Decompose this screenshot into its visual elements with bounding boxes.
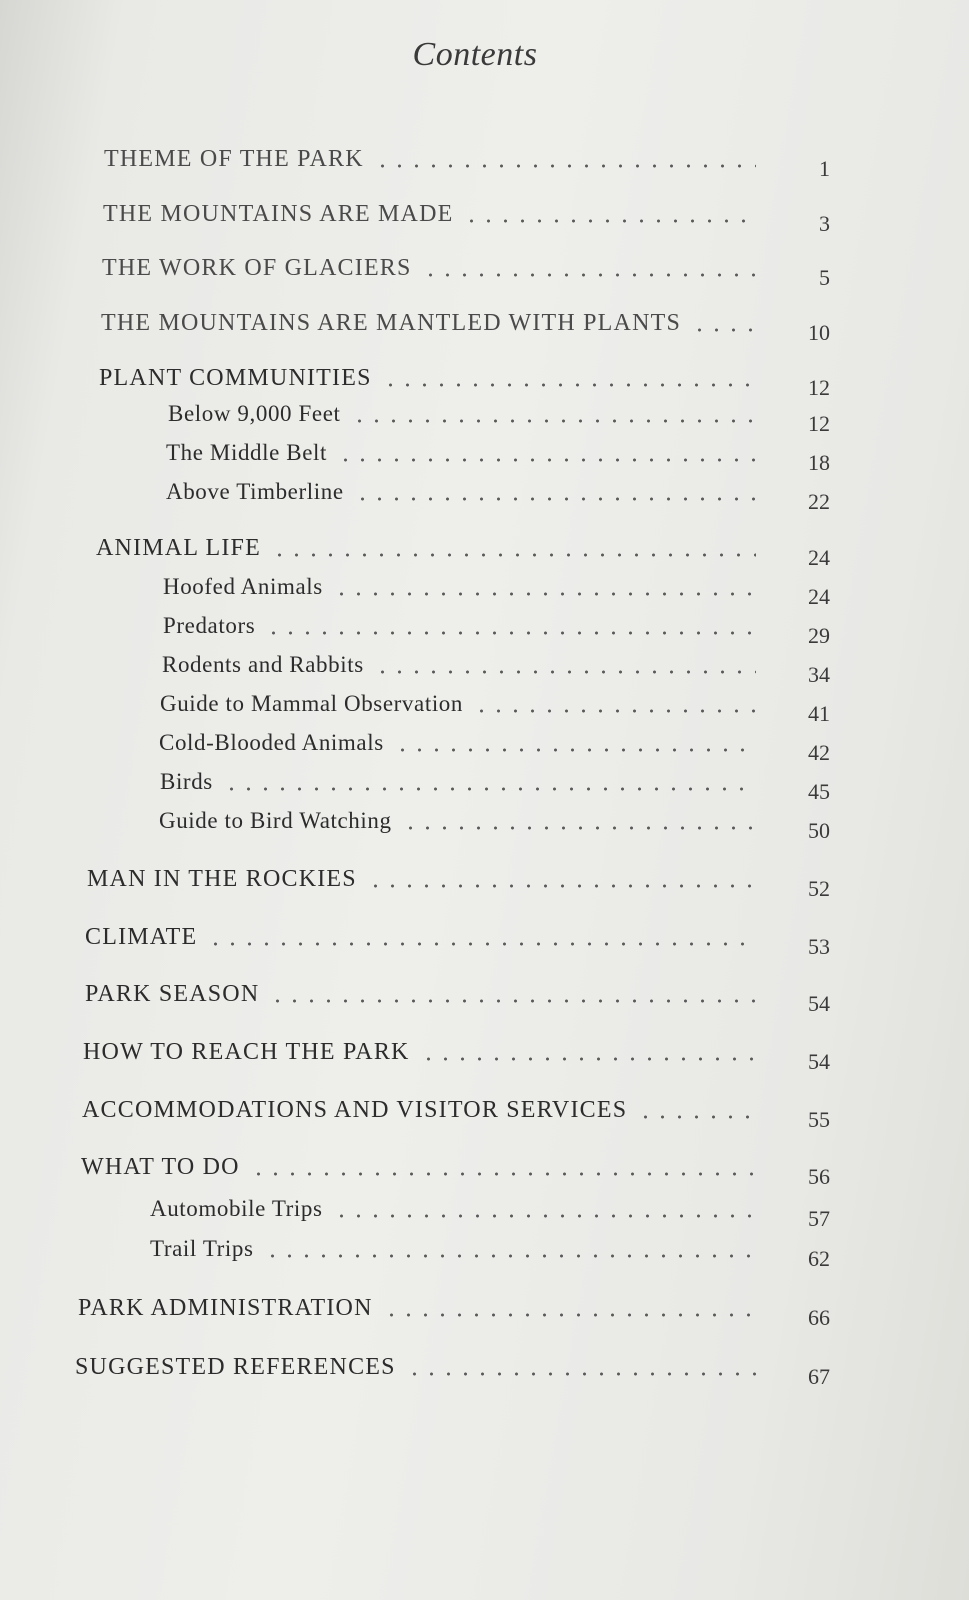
toc-entry xyxy=(0,1350,969,1389)
subsection-title: Below 9,000 Feet xyxy=(168,401,341,426)
toc-entry xyxy=(0,1192,969,1231)
page-number: 55 xyxy=(808,1107,830,1132)
toc-entry xyxy=(0,1035,969,1074)
subsection-title: Trail Trips xyxy=(150,1236,254,1261)
toc-entry xyxy=(0,306,969,345)
toc-entry xyxy=(0,1291,969,1330)
toc-entry xyxy=(0,531,969,570)
dot-leader xyxy=(367,883,756,889)
subsection-title: Guide to Bird Watching xyxy=(159,808,392,833)
page-number: 1 xyxy=(819,156,830,181)
dot-leader xyxy=(351,418,757,424)
dot-leader xyxy=(406,1371,756,1377)
section-title: SUGGESTED REFERENCES xyxy=(75,1354,396,1380)
toc-entry xyxy=(0,475,969,514)
toc-entry xyxy=(0,251,969,290)
toc-entry xyxy=(0,687,969,726)
section-title: THE WORK OF GLACIERS xyxy=(102,255,412,281)
page-number: 29 xyxy=(808,623,830,648)
subsection-title: Guide to Mammal Observation xyxy=(160,691,464,716)
dot-leader xyxy=(382,382,756,388)
page-number: 12 xyxy=(808,375,830,400)
section-title: PARK SEASON xyxy=(85,981,260,1007)
section-title: THEME OF THE PARK xyxy=(104,146,364,172)
section-title: ACCOMMODATIONS AND VISITOR SERVICES xyxy=(82,1097,628,1123)
subsection-title: Predators xyxy=(163,613,256,638)
page-number: 62 xyxy=(808,1246,830,1271)
toc-entry xyxy=(0,977,969,1016)
toc-entry xyxy=(0,570,969,609)
dot-leader xyxy=(354,496,756,502)
section-title: PLANT COMMUNITIES xyxy=(99,365,372,391)
dot-leader xyxy=(463,218,756,224)
page-number: 45 xyxy=(808,779,830,804)
page-number: 52 xyxy=(808,876,830,901)
page-number: 18 xyxy=(808,450,830,475)
subsection-title: Automobile Trips xyxy=(150,1196,323,1221)
toc-entry xyxy=(0,197,969,236)
dot-leader xyxy=(402,825,756,831)
page-number: 50 xyxy=(808,818,830,843)
dot-leader xyxy=(223,786,756,792)
dot-leader xyxy=(337,457,756,463)
section-title: THE MOUNTAINS ARE MANTLED WITH PLANTS xyxy=(101,310,682,336)
dot-leader xyxy=(333,1213,756,1219)
toc-entry xyxy=(0,1150,969,1189)
toc-entry xyxy=(0,765,969,804)
dot-leader xyxy=(265,630,756,636)
dot-leader xyxy=(374,163,756,169)
section-title: THE MOUNTAINS ARE MADE xyxy=(103,201,454,227)
page-number: 22 xyxy=(808,489,830,514)
toc-entry xyxy=(0,648,969,687)
toc-entry xyxy=(0,726,969,765)
page-number: 54 xyxy=(808,1049,830,1074)
page-number: 41 xyxy=(808,701,830,726)
page-number: 54 xyxy=(808,991,830,1016)
subsection-title: Hoofed Animals xyxy=(163,574,323,599)
dot-leader xyxy=(374,669,756,675)
toc-entry xyxy=(0,361,969,400)
subsection-title: The Middle Belt xyxy=(166,440,328,465)
toc-entry xyxy=(0,397,969,436)
dot-leader xyxy=(207,941,756,947)
dot-leader xyxy=(333,591,756,597)
page-number: 12 xyxy=(808,411,830,436)
dot-leader xyxy=(250,1171,756,1177)
section-title: CLIMATE xyxy=(85,924,198,950)
page-number: 53 xyxy=(808,934,830,959)
dot-leader xyxy=(269,998,756,1004)
page-number: 57 xyxy=(808,1206,830,1231)
dot-leader xyxy=(394,747,756,753)
dot-leader xyxy=(383,1312,756,1318)
section-title: ANIMAL LIFE xyxy=(96,535,261,561)
dot-leader xyxy=(422,272,756,278)
toc-entry xyxy=(0,436,969,475)
page-number: 34 xyxy=(808,662,830,687)
page-number: 24 xyxy=(808,584,830,609)
toc-entry xyxy=(0,920,969,959)
dot-leader xyxy=(271,552,756,558)
section-title: PARK ADMINISTRATION xyxy=(78,1295,373,1321)
page-number: 3 xyxy=(819,211,830,236)
toc-entry xyxy=(0,1232,969,1271)
toc-entry xyxy=(0,1093,969,1132)
section-title: WHAT TO DO xyxy=(81,1154,240,1180)
toc-entry xyxy=(0,142,969,181)
section-title: MAN IN THE ROCKIES xyxy=(87,866,357,892)
page-number: 56 xyxy=(808,1164,830,1189)
page-number: 24 xyxy=(808,545,830,570)
subsection-title: Cold-Blooded Animals xyxy=(159,730,384,755)
dot-leader xyxy=(691,327,756,333)
toc-entry xyxy=(0,804,969,843)
dot-leader xyxy=(637,1114,756,1120)
page-number: 5 xyxy=(819,265,830,290)
page-number: 42 xyxy=(808,740,830,765)
toc-entry xyxy=(0,862,969,901)
page-number: 10 xyxy=(808,320,830,345)
toc-entry xyxy=(0,609,969,648)
subsection-title: Above Timberline xyxy=(166,479,344,504)
page-number: 67 xyxy=(808,1364,830,1389)
dot-leader xyxy=(473,708,756,714)
section-title: HOW TO REACH THE PARK xyxy=(83,1039,410,1065)
page-title: Contents xyxy=(412,36,538,73)
page-number: 66 xyxy=(808,1305,830,1330)
dot-leader xyxy=(264,1253,756,1259)
subsection-title: Rodents and Rabbits xyxy=(162,652,364,677)
dot-leader xyxy=(420,1056,756,1062)
subsection-title: Birds xyxy=(160,769,213,794)
